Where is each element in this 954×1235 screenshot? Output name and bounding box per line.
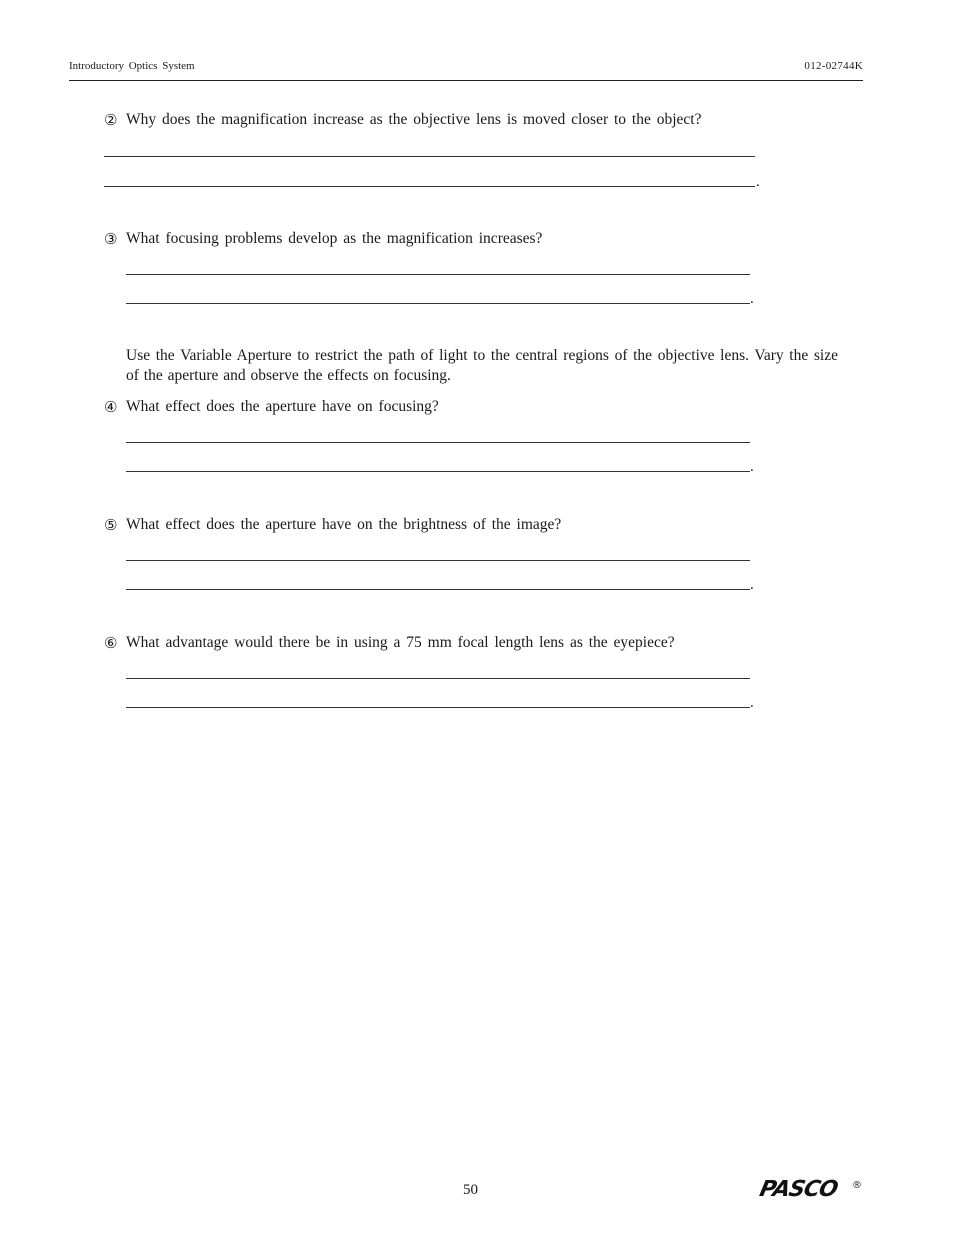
- question-number: ②: [104, 111, 118, 129]
- answer-line[interactable]: [126, 707, 750, 708]
- question-number: ⑤: [104, 516, 118, 534]
- question-text: What effect does the aperture have on the brightness of the image?: [126, 516, 562, 533]
- answer-period: .: [750, 577, 754, 593]
- question-text: What effect does the aperture have on focusing?: [126, 398, 439, 415]
- question-text: What advantage would there be in using a 75 mm focal length lens as the eyepiece?: [126, 634, 675, 651]
- answer-line[interactable]: [126, 274, 750, 275]
- answer-line[interactable]: [126, 471, 750, 472]
- answer-line[interactable]: [126, 303, 750, 304]
- answer-period: .: [750, 695, 754, 711]
- question-text: Why does the magnification increase as the objective lens is moved closer to the object?: [126, 111, 702, 128]
- answer-line[interactable]: [126, 560, 750, 561]
- page-number: 50: [463, 1182, 478, 1198]
- answer-period: .: [750, 291, 754, 307]
- question-2: [104, 110, 764, 190]
- answer-line[interactable]: [126, 589, 750, 590]
- pasco-logo: PASCO: [757, 1177, 840, 1202]
- registered-mark: ®: [852, 1180, 862, 1191]
- answer-period: .: [750, 459, 754, 475]
- instruction-paragraph: Use the Variable Aperture to restrict the path of light to the central regions of the objective lens. Vary the size of the aperture and observe the effects on focusing.: [126, 347, 838, 384]
- question-number: ④: [104, 398, 118, 416]
- question-text: What focusing problems develop as the magnification increases?: [126, 230, 543, 247]
- page-header: [69, 60, 863, 81]
- question-5: [104, 515, 764, 595]
- question-4: [104, 397, 764, 477]
- question-3: [104, 229, 764, 309]
- answer-line[interactable]: [104, 156, 755, 157]
- question-number: ⑥: [104, 634, 118, 652]
- answer-line[interactable]: [126, 442, 750, 443]
- answer-line[interactable]: [126, 678, 750, 679]
- answer-line[interactable]: [104, 186, 755, 187]
- question-6: [104, 633, 764, 713]
- document-code: 012-02744K: [804, 60, 863, 72]
- answer-period: .: [756, 174, 760, 190]
- question-number: ③: [104, 230, 118, 248]
- document-title: Introductory Optics System: [69, 60, 195, 72]
